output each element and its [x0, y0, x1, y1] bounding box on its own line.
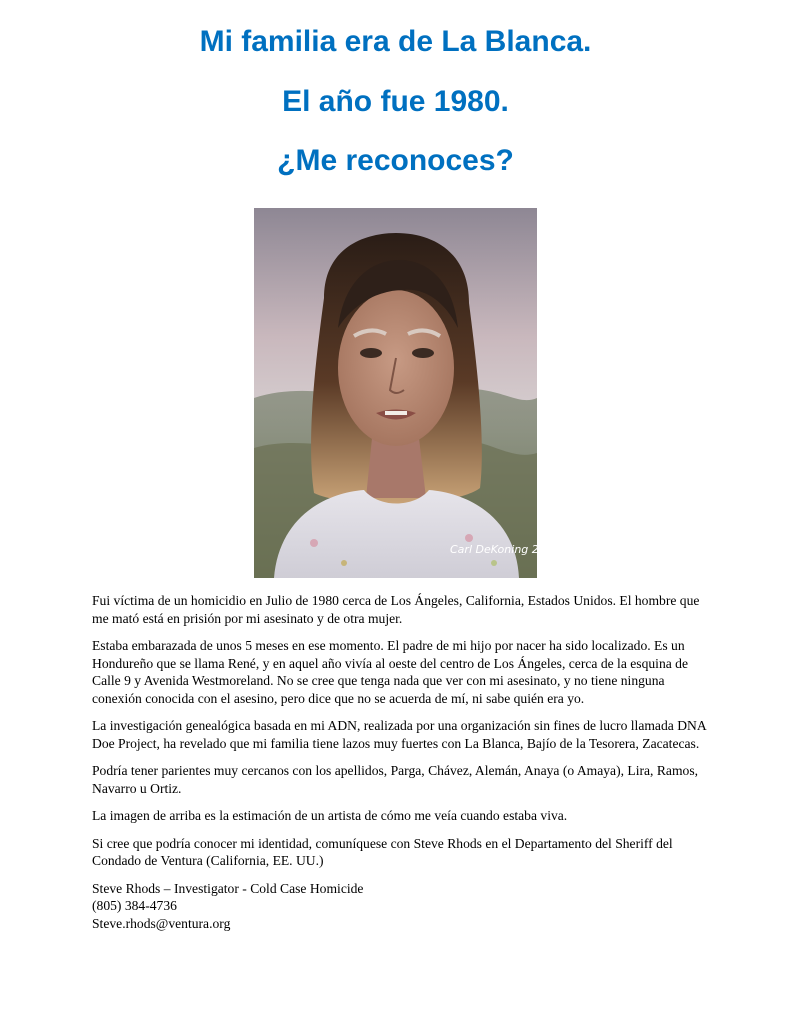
artist-signature: Carl DeKoning 2021 [450, 543, 560, 556]
paragraph-genealogy: La investigación genealógica basada en mi ADN, realizada por una organización sin fines de lucro llamada DNA Doe Project, ha revelado que mi familia tiene lazos muy fuertes con La Blanca, Bajío de la Tesorera, Zacatecas. [92, 718, 706, 751]
contact-email: Steve.rhods@ventura.org [92, 915, 231, 931]
artist-portrait [254, 208, 560, 578]
heading-question: ¿Me reconoces? [277, 144, 514, 177]
contact-phone: (805) 384-4736 [92, 898, 177, 913]
paragraph-image-note: La imagen de arriba es la estimación de un artista de cómo me veía cuando estaba viva. [92, 808, 568, 823]
contact-block [92, 880, 712, 933]
paragraph-contact-request: Si cree que podría conocer mi identidad, comuníquese con Steve Rhods en el Departamento del Sheriff del Condado de Ventura (California, EE. UU.) [92, 835, 673, 868]
body-text [92, 592, 712, 932]
contact-name: Steve Rhods – Investigator - Cold Case Homicide [92, 880, 364, 896]
paragraph-homicide: Fui víctima de un homicidio en Julio de 1980 cerca de Los Ángeles, California, Estados Unidos. El hombre que me mató está en prisión por mi asesinato y de otra mujer. [92, 593, 700, 626]
heading-year: El año fue 1980. [282, 85, 509, 118]
paragraph-surnames: Podría tener parientes muy cercanos con los apellidos, Parga, Chávez, Alemán, Anaya (o Amaya), Lira, Ramos, Navarro u Ortiz. [92, 763, 699, 796]
paragraph-pregnancy: Estaba embarazada de unos 5 meses en ese momento. El padre de mi hijo por nacer ha sido localizado. Es un Hondureño que se llama René, y en aquel año vivía al oeste del centro de Los Ángeles, cerca de la esquina de Calle 9 y Avenida Westmoreland. No se cree que tenga nada que ver con mi asesinato, y no tiene ninguna conexión conocida con el asesino, pero dice que no se acuerda de mí, ni sabe quién era yo. [92, 638, 689, 706]
heading-family-origin: Mi familia era de La Blanca. [199, 25, 592, 58]
